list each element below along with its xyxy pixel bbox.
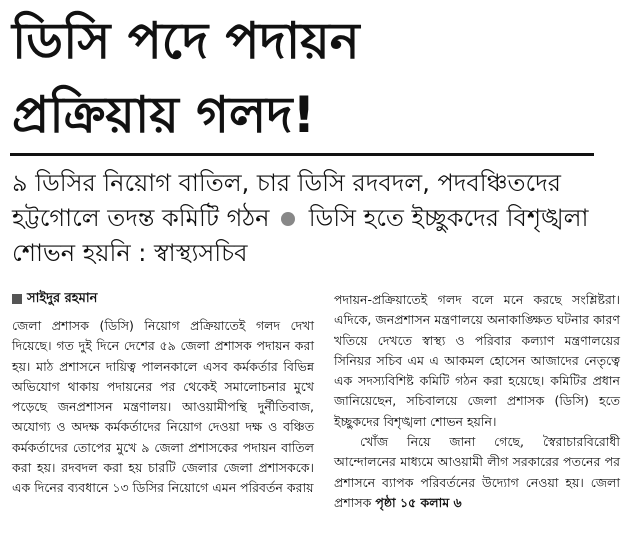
bullet-icon	[281, 212, 295, 226]
article-paragraph: পদায়ন-প্রক্রিয়াতেই গলদ বলে মনে করছে সংশ্লিষ্টরা। এদিকে, জনপ্রশাসন মন্ত্রণালয়ে অনাকাঙ্ক্ষিত ঘটনার কারণ খতিয়ে দেখতে স্বাস্থ্য ও পরিবার কল্যাণ মন্ত্রণালয়ের সিনিয়র সচিব এম এ আকমল হোসেন আজাদের নেতৃত্বে এক সদস্যবিশিষ্ট কমিটি গঠন করা হয়েছে। কমিটির প্রধান জানিয়েছেন, সচিবালয়ে জেলা প্রশাসক (ডিসি) হতে ইচ্ছুকদের বিশৃঙ্খলা শোভন হয়নি।	[334, 292, 620, 429]
square-icon	[12, 294, 22, 304]
article-paragraph: খোঁজ নিয়ে জানা গেছে, স্বৈরাচারবিরোধী আন্দোলনের মাধ্যমে আওয়ামী লীগ সরকারের পতনের পর প্রশাসনে ব্যাপক পরিবর্তনের উদ্যোগ নেওয়া হয়। জেলা প্রশাসক	[334, 434, 620, 510]
byline	[12, 290, 97, 308]
continuation-jump: পৃষ্ঠা ১৫ কলাম ৬	[375, 494, 462, 510]
headline	[12, 4, 612, 152]
headline-rule	[10, 153, 594, 156]
subheadline-part-1: ৯ ডিসির নিয়োগ বাতিল, চার ডিসি রদবদল, পদবঞ্চিতদের হট্টগোলে তদন্ত কমিটি গঠন	[12, 169, 562, 232]
article-column-1: জেলা প্রশাসক (ডিসি) নিয়োগ প্রক্রিয়াতেই গলদ দেখা দিয়েছে। গত দুই দিনে দেশের ৫৯ জেলা প্রশাসক পদায়ন করা হয়। মাঠ প্রশাসনে দায়িত্ব পালনকালে এসব কর্মকর্তার বিভিন্ন অভিযোগ থাকায় পদায়নের পর থেকেই সমালোচনার মুখে পড়েছে জনপ্রশাসন মন্ত্রণালয়। আওয়ামীপন্থি দুর্নীতিবাজ, অযোগ্য ও অদক্ষ কর্মকর্তাদের নিয়োগ দেওয়া দক্ষ ও বঞ্চিত কর্মকর্তাদের তোপের মুখে ৯ জেলা প্রশাসকের পদায়ন বাতিল করা হয়। রদবদল করা হয় চারটি জেলার জেলা প্রশাসককে। এক দিনের ব্যবধানে ১৩ ডিসির নিয়োগে এমন পরিবর্তন করায়	[12, 318, 314, 496]
headline-line-1: ডিসি পদে পদায়ন	[12, 12, 360, 70]
subheadline-part-2: ডিসি হতে ইচ্ছুকদের বিশৃঙ্খলা শোভন হয়নি : স্বাস্থ্যসচিব	[12, 204, 589, 267]
subheadline	[12, 166, 622, 271]
article-column-2	[334, 290, 620, 513]
byline-author: সাইদুর রহমান	[27, 291, 98, 306]
headline-line-2: প্রক্রিয়ায় গলদ!	[12, 86, 316, 144]
